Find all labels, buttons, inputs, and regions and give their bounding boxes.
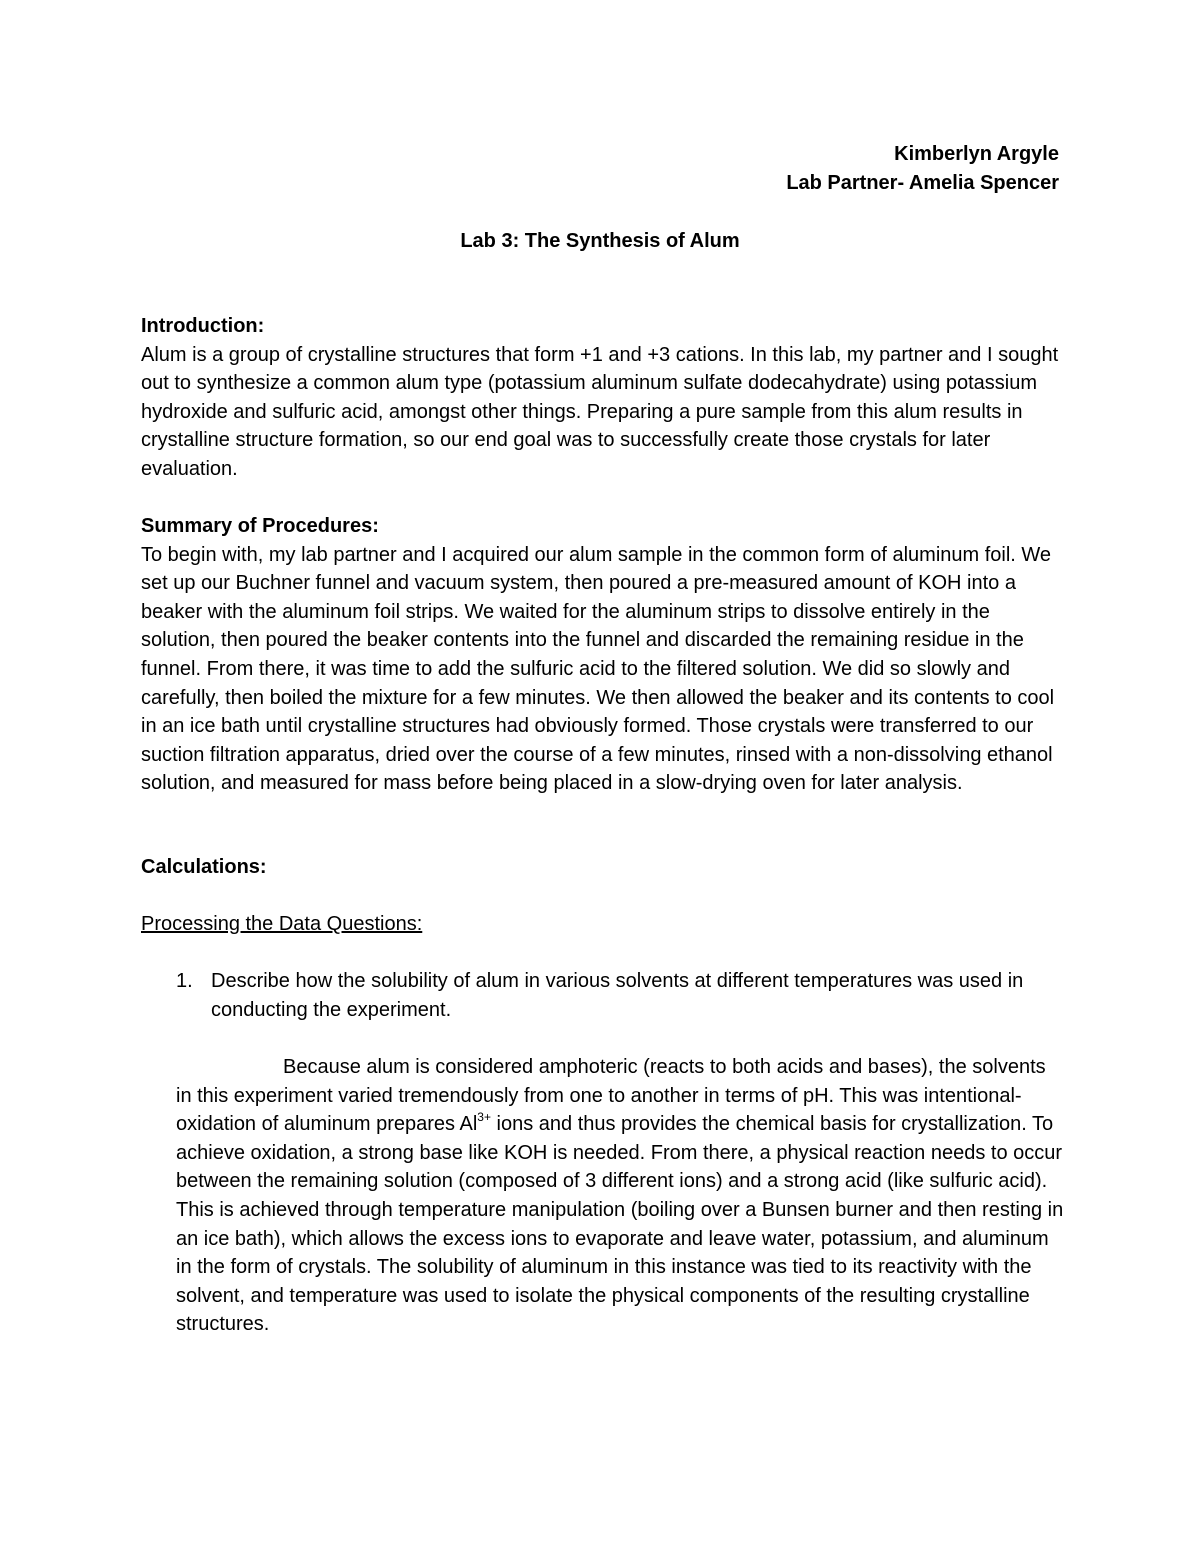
- calculations-heading: Calculations:: [141, 856, 267, 878]
- answer-part-2: ions and thus provides the chemical basis for crystallization. To achieve oxidation, a strong base like KOH is needed. From there, a physical reaction needs to occur between the remaining solution (composed of 3 different ions) and a strong acid (like sulfuric acid). This is achieved through temperature manipulation (boiling over a Bunsen burner and then resting in an ice bath), which allows the excess ions to evaporate and leave water, potassium, and aluminum in the form of crystals. The solubility of aluminum in this instance was tied to its reactivity with the solvent, and temperature was used to isolate the physical components of the resulting crystalline structures.: [176, 1113, 1064, 1336]
- question-1-answer: [176, 1053, 1066, 1339]
- processing-heading: Processing the Data Questions:: [141, 913, 423, 935]
- procedures-section: [141, 512, 1061, 798]
- processing-section: [141, 910, 1061, 939]
- introduction-heading: Introduction:: [141, 315, 265, 337]
- author-name: Kimberlyn Argyle: [894, 143, 1059, 165]
- answer-part-1: Because alum is considered amphoteric (reacts to both acids and bases), the solvents in this experiment varied tremendously from one to another in terms of pH. This was intentional- oxidation of aluminum prepares Al: [176, 1056, 1046, 1136]
- question-number: 1.: [176, 970, 193, 992]
- lab-partner: Lab Partner- Amelia Spencer: [786, 172, 1059, 194]
- header-block: [786, 140, 1059, 198]
- document-title: Lab 3: The Synthesis of Alum: [460, 230, 740, 252]
- procedures-heading: Summary of Procedures:: [141, 515, 379, 537]
- calculations-section: [141, 853, 1061, 882]
- question-text: Describe how the solubility of alum in various solvents at different temperatures was used in conducting the experiment.: [211, 970, 1024, 1021]
- procedures-text: To begin with, my lab partner and I acquired our alum sample in the common form of aluminum foil. We set up our Buchner funnel and vacuum system, then poured a pre-measured amount of KOH into a beaker with the aluminum foil strips. We waited for the aluminum strips to dissolve entirely in the solution, then poured the beaker contents into the funnel and discarded the remaining residue in the funnel. From there, it was time to add the sulfuric acid to the filtered solution. We did so slowly and carefully, then boiled the mixture for a few minutes. We then allowed the beaker and its contents to cool in an ice bath until crystalline structures had obviously formed. Those crystals were transferred to our suction filtration apparatus, dried over the course of a few minutes, rinsed with a non-dissolving ethanol solution, and measured for mass before being placed in a slow-drying oven for later analysis.: [141, 543, 1055, 795]
- introduction-text: Alum is a group of crystalline structures that form +1 and +3 cations. In this lab, my partner and I sought out to synthesize a common alum type (potassium aluminum sulfate dodecahydrate) using potassium hydroxide and sulfuric acid, amongst other things. Preparing a pure sample from this alum results in crystalline structure formation, so our end goal was to successfully create those crystals for later evaluation.: [141, 343, 1059, 480]
- answer-superscript: 3+: [477, 1110, 491, 1125]
- question-1: [141, 967, 1061, 1024]
- introduction-section: [141, 312, 1061, 484]
